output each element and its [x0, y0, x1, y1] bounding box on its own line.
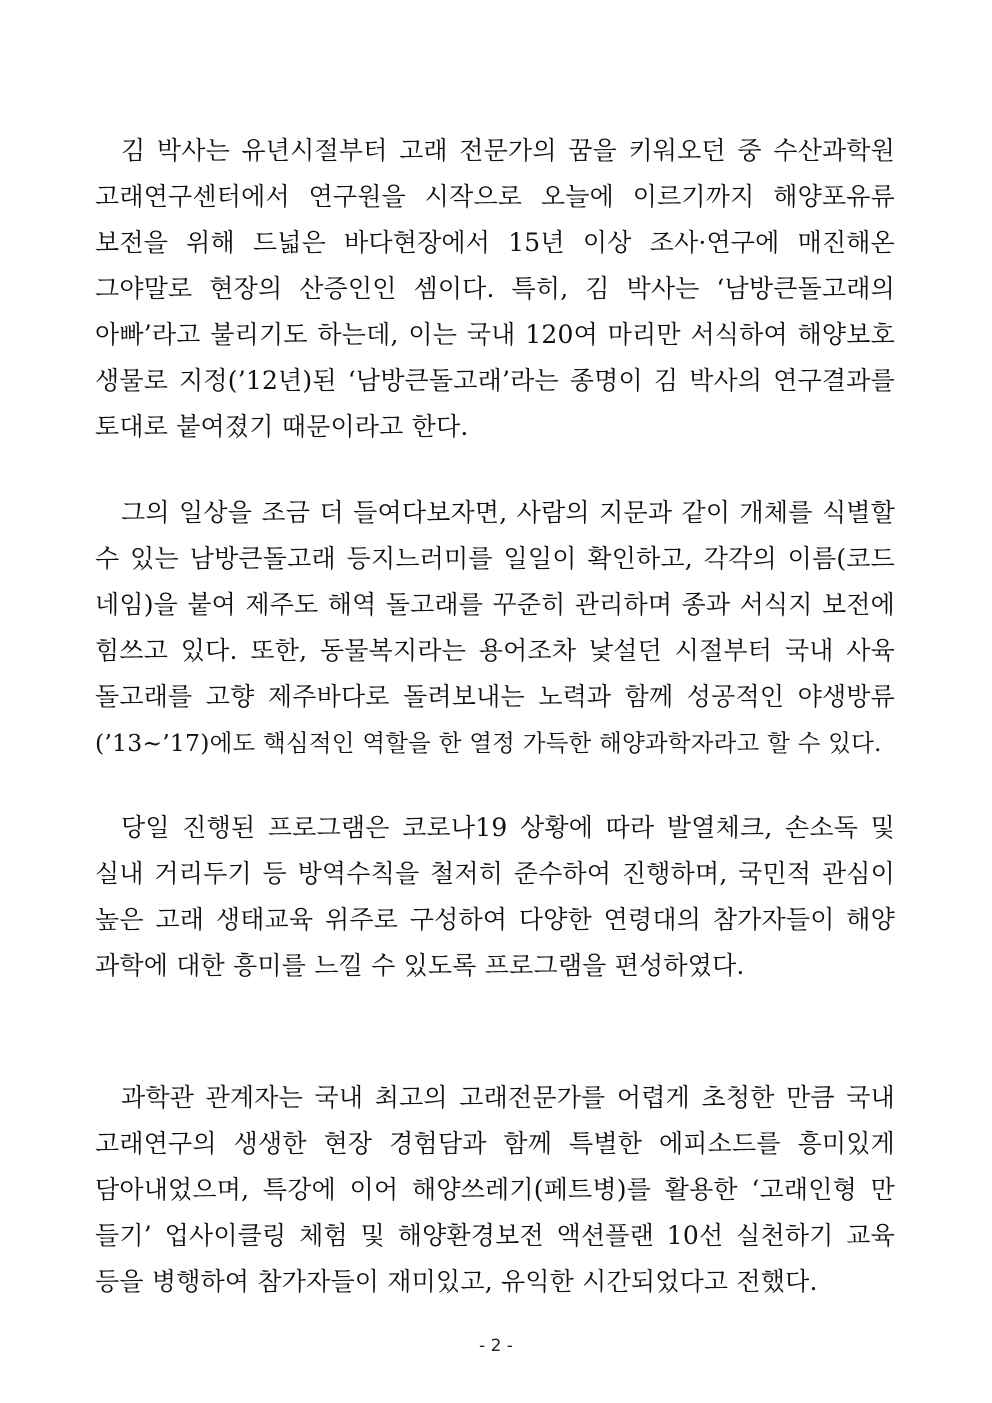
text-line: 들기’ 업사이클링 체험 및 해양환경보전 액션플랜 10선 실천하기 교육 [95, 1221, 895, 1250]
text-line: 높은 고래 생태교육 위주로 구성하여 다양한 연령대의 참가자들이 해양 [95, 905, 895, 934]
text-line: 김 박사는 유년시절부터 고래 전문가의 꿈을 키워오던 중 수산과학원 [121, 136, 895, 165]
text-line: 네임)을 붙여 제주도 해역 돌고래를 꾸준히 관리하며 종과 서식지 보전에 [95, 590, 895, 619]
text-line: 과학관 관계자는 국내 최고의 고래전문가를 어렵게 초청한 만큼 국내 [121, 1083, 895, 1112]
paragraph-kim-career [95, 128, 895, 450]
text-line: 아빠’라고 불리기도 하는데, 이는 국내 120여 마리만 서식하여 해양보호 [95, 320, 895, 349]
text-line: 등을 병행하여 참가자들이 재미있고, 유익한 시간되었다고 전했다. [95, 1267, 818, 1296]
page-number: - 2 - [479, 1336, 513, 1356]
text-line: 생물로 지정(’12년)된 ‘남방큰돌고래’라는 종명이 김 박사의 연구결과를 [95, 366, 895, 395]
text-line: 고래연구의 생생한 현장 경험담과 함께 특별한 에피소드를 흥미있게 [95, 1129, 895, 1158]
text-line: 과학에 대한 흥미를 느낄 수 있도록 프로그램을 편성하였다. [95, 951, 745, 980]
text-line: 그야말로 현장의 산증인인 셈이다. 특히, 김 박사는 ‘남방큰돌고래의 [95, 274, 895, 303]
text-line: 토대로 붙여졌기 때문이라고 한다. [95, 412, 469, 441]
text-line: 당일 진행된 프로그램은 코로나19 상황에 따라 발열체크, 손소독 및 [121, 813, 895, 842]
text-line: 그의 일상을 조금 더 들여다보자면, 사람의 지문과 같이 개체를 식별할 [121, 498, 895, 527]
text-line: 고래연구센터에서 연구원을 시작으로 오늘에 이르기까지 해양포유류 [95, 182, 895, 211]
paragraph-program [95, 805, 895, 989]
text-line: 담아내었으며, 특강에 이어 해양쓰레기(페트병)를 활용한 ‘고래인형 만 [95, 1175, 895, 1204]
text-line: 돌고래를 고향 제주바다로 돌려보내는 노력과 함께 성공적인 야생방류 [95, 682, 895, 711]
text-line: 실내 거리두기 등 방역수칙을 철저히 준수하여 진행하며, 국민적 관심이 [95, 859, 895, 888]
text-line: 보전을 위해 드넓은 바다현장에서 15년 이상 조사·연구에 매진해온 [95, 228, 895, 257]
text-line: 힘쓰고 있다. 또한, 동물복지라는 용어조차 낯설던 시절부터 국내 사육 [95, 636, 895, 665]
text-line: (’13~’17)에도 핵심적인 역할을 한 열정 가득한 해양과학자라고 할 수 있다. [95, 729, 882, 757]
text-line: 수 있는 남방큰돌고래 등지느러미를 일일이 확인하고, 각각의 이름(코드 [95, 544, 895, 573]
paragraph-daily-work [95, 490, 895, 766]
paragraph-museum-comment [95, 1075, 895, 1305]
